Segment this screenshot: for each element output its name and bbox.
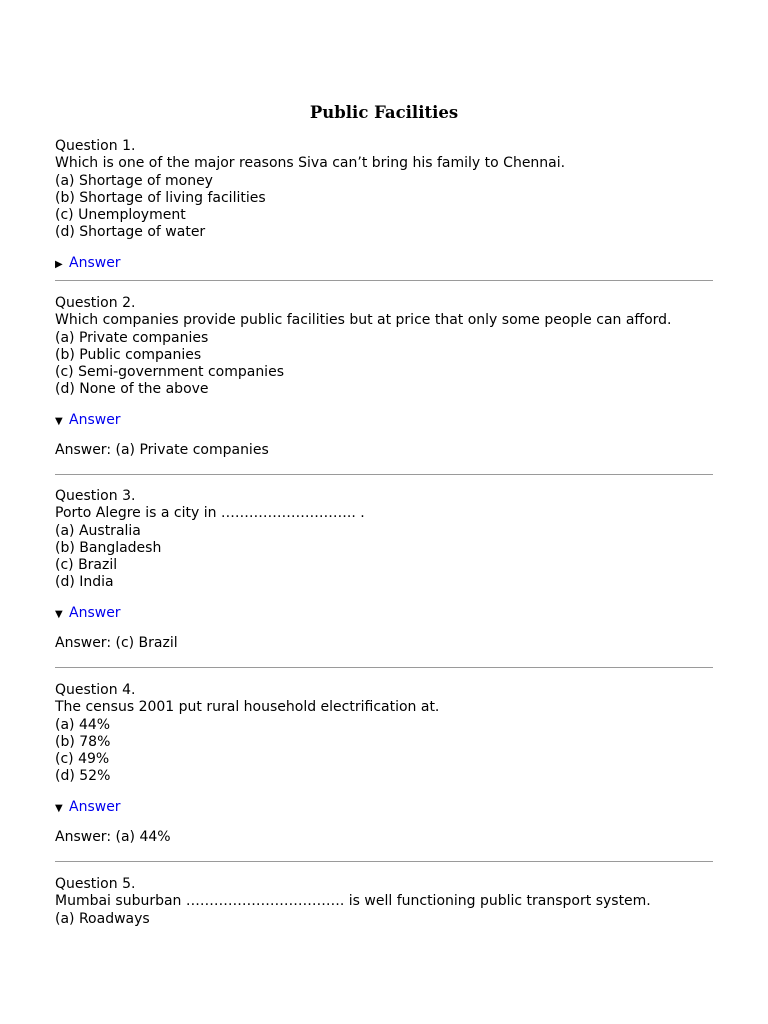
option-c: (c) 49% xyxy=(55,751,110,768)
question-block-3 xyxy=(55,488,713,652)
question-number: Question 1. xyxy=(55,138,136,154)
question-block-5 xyxy=(55,876,713,928)
option-c: (c) Unemployment xyxy=(55,207,186,224)
triangle-down-icon: ▼ xyxy=(55,415,63,427)
question-block-2 xyxy=(55,295,713,459)
triangle-down-icon: ▼ xyxy=(55,802,63,814)
question-text: Porto Alegre is a city in ……………………….. . xyxy=(55,505,365,522)
answer-toggle-2[interactable] xyxy=(55,412,713,429)
answer-toggle-label: Answer xyxy=(69,254,121,271)
question-block-1 xyxy=(55,138,713,272)
answer-text: Answer: (a) 44% xyxy=(55,828,171,845)
option-b: (b) Public companies xyxy=(55,346,202,363)
divider xyxy=(55,861,713,862)
question-number: Question 4. xyxy=(55,682,136,698)
divider xyxy=(55,474,713,475)
page-title: Public Facilities xyxy=(309,103,459,122)
question-text: Which is one of the major reasons Siva can’t bring his family to Chennai. xyxy=(55,155,566,172)
question-text: The census 2001 put rural household electrification at. xyxy=(55,699,440,716)
option-a: (a) Shortage of money xyxy=(55,172,213,189)
option-d: (d) None of the above xyxy=(55,381,209,398)
answer-toggle-1[interactable] xyxy=(55,255,713,272)
question-number: Question 3. xyxy=(55,488,136,504)
option-a: (a) 44% xyxy=(55,716,111,733)
answer-text: Answer: (a) Private companies xyxy=(55,441,269,458)
option-d: (d) Shortage of water xyxy=(55,224,206,241)
option-b: (b) Shortage of living facilities xyxy=(55,189,266,206)
option-a: (a) Australia xyxy=(55,522,141,539)
question-text: Which companies provide public facilities but at price that only some people can afford. xyxy=(55,312,672,329)
answer-toggle-label: Answer xyxy=(69,798,121,815)
option-b: (b) Bangladesh xyxy=(55,539,162,556)
question-number: Question 5. xyxy=(55,876,136,892)
triangle-right-icon: ▶ xyxy=(55,258,63,270)
answer-toggle-label: Answer xyxy=(69,411,121,428)
answer-toggle-4[interactable] xyxy=(55,799,713,816)
answer-text: Answer: (c) Brazil xyxy=(55,634,178,651)
answer-toggle-3[interactable] xyxy=(55,605,713,622)
triangle-down-icon: ▼ xyxy=(55,608,63,620)
divider xyxy=(55,667,713,668)
answer-toggle-label: Answer xyxy=(69,604,121,621)
divider xyxy=(55,280,713,281)
option-c: (c) Brazil xyxy=(55,557,118,574)
option-c: (c) Semi-government companies xyxy=(55,364,284,381)
option-d: (d) India xyxy=(55,574,114,591)
question-text: Mumbai suburban ……………………………. is well functioning public transport system. xyxy=(55,893,651,910)
option-a: (a) Roadways xyxy=(55,910,150,927)
option-d: (d) 52% xyxy=(55,768,111,785)
question-block-4 xyxy=(55,682,713,846)
option-a: (a) Private companies xyxy=(55,329,209,346)
option-b: (b) 78% xyxy=(55,733,111,750)
question-number: Question 2. xyxy=(55,295,136,311)
